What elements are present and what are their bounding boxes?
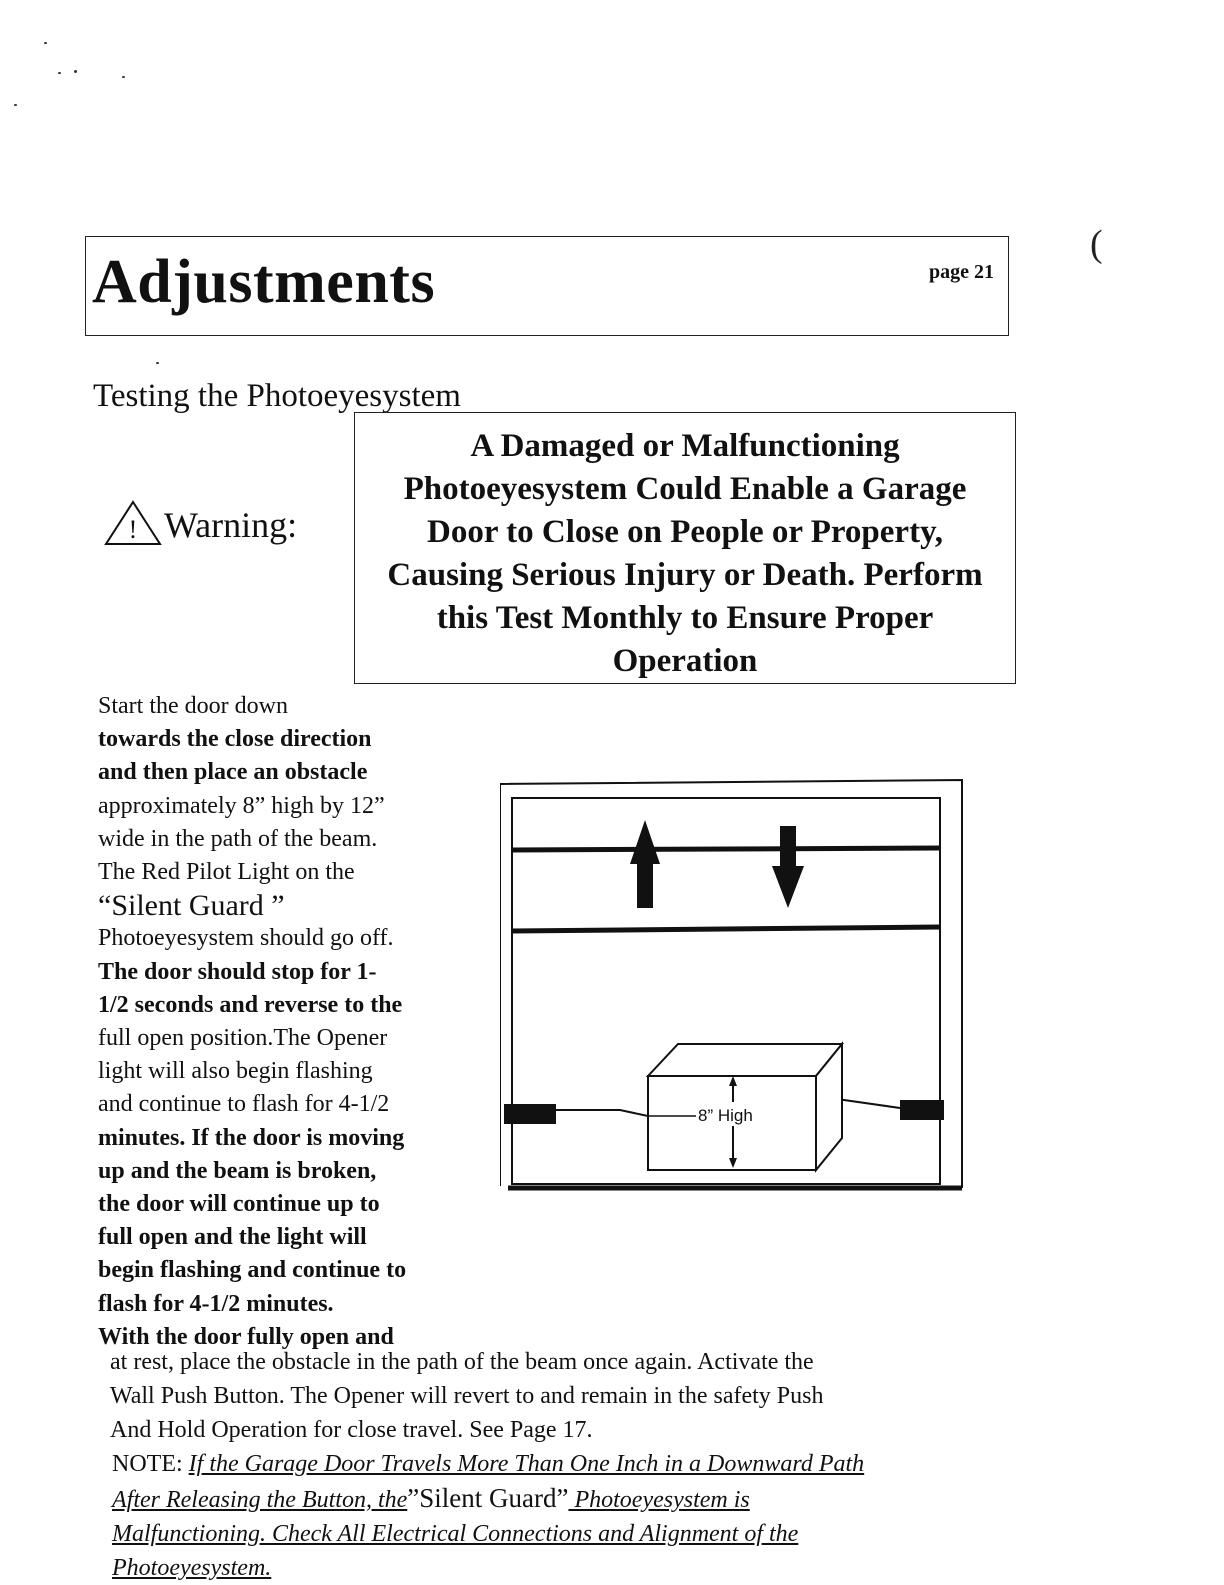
scan-speck [156, 362, 159, 364]
instruction-line: Wall Push Button. The Opener will revert to and remain in the safety Push [110, 1383, 824, 1409]
instruction-line: the door will continue up to [98, 1191, 380, 1218]
warning-message-box [354, 412, 1016, 684]
instruction-line: towards the close direction [98, 726, 372, 753]
instruction-line: The Red Pilot Light on the [98, 859, 355, 886]
instruction-line: approximately 8” high by 12” [98, 792, 385, 819]
note-text: After Releasing the Button, the [112, 1487, 408, 1513]
instruction-line: flash for 4-1/2 minutes. [98, 1290, 334, 1317]
scan-speck [122, 76, 125, 78]
instruction-line: and then place an obstacle [98, 759, 368, 786]
page-header [85, 236, 1009, 336]
note-line [112, 1447, 1112, 1481]
warning-line: Door to Close on People or Property, [426, 514, 943, 550]
scan-speck [74, 70, 77, 73]
warning-triangle-icon [104, 500, 162, 546]
instruction-line: With the door fully open and [98, 1323, 394, 1350]
page-number: page 21 [929, 261, 994, 283]
instruction-line: up and the beam is broken, [98, 1157, 377, 1184]
margin-mark: ( [1090, 223, 1103, 265]
warning-line: A Damaged or Malfunctioning [470, 428, 900, 464]
note-text: Photoeyesystem is [568, 1487, 750, 1513]
note-text: Photoeyesystem. [112, 1555, 272, 1581]
photoeye-test-diagram [500, 776, 970, 1196]
note-prefix: NOTE: [112, 1451, 189, 1477]
warning-line: Operation [612, 643, 758, 679]
door-panel-bottom [512, 927, 940, 931]
door-panel-top [512, 848, 940, 850]
instruction-line: light will also begin flashing [98, 1058, 373, 1085]
instructions-column [98, 690, 478, 1354]
right-photoeye-sensor [900, 1100, 944, 1120]
up-arrow-icon [630, 820, 660, 908]
instruction-line: Start the door down [98, 693, 288, 719]
instruction-line: full open and the light will [98, 1224, 367, 1251]
note-block [112, 1447, 1112, 1585]
note-line [112, 1551, 1112, 1585]
instruction-line: and continue to flash for 4-1/2 [98, 1091, 390, 1118]
instruction-line: wide in the path of the beam. [98, 825, 378, 852]
scan-speck [44, 42, 47, 44]
section-heading: Testing the Photoeyesystem [93, 378, 461, 414]
warning-line: Photoeyesystem Could Enable a Garage [403, 471, 967, 507]
svg-text:!: ! [128, 515, 138, 544]
scan-speck [14, 104, 17, 106]
obstacle-height-label: 8” High [698, 1106, 753, 1125]
warning-label [104, 500, 297, 546]
warning-line: Causing Serious Injury or Death. Perform [387, 557, 983, 593]
warning-text: Warning: [164, 505, 298, 545]
left-photoeye-sensor [504, 1104, 556, 1124]
scan-speck [58, 72, 61, 74]
instructions-full [110, 1345, 1110, 1447]
instruction-line: The door should stop for 1- [98, 958, 377, 985]
instruction-line: 1/2 seconds and reverse to the [98, 991, 403, 1018]
note-brand: ”Silent Guard” [407, 1483, 569, 1513]
instruction-line: at rest, place the obstacle in the path of the beam once again. Activate the [110, 1349, 814, 1375]
instruction-line: And Hold Operation for close travel. See Page 17. [110, 1417, 593, 1443]
warning-line: this Test Monthly to Ensure Proper [436, 600, 934, 636]
instruction-line: minutes. If the door is moving [98, 1124, 405, 1151]
instruction-line: full open position.The Opener [98, 1025, 388, 1052]
instruction-line: Photoeyesystem should go off. [98, 925, 394, 952]
page-title: Adjustments [92, 248, 436, 316]
down-arrow-icon [772, 826, 804, 908]
note-line [112, 1481, 1112, 1517]
instruction-line: begin flashing and continue to [98, 1257, 407, 1284]
note-text: Malfunctioning. Check All Electrical Connections and Alignment of the [112, 1521, 799, 1547]
note-line [112, 1517, 1112, 1551]
instruction-line-brand: “Silent Guard ” [98, 889, 285, 923]
note-text: If the Garage Door Travels More Than One Inch in a Downward Path [188, 1451, 865, 1477]
photoeye-beam [556, 1110, 648, 1116]
